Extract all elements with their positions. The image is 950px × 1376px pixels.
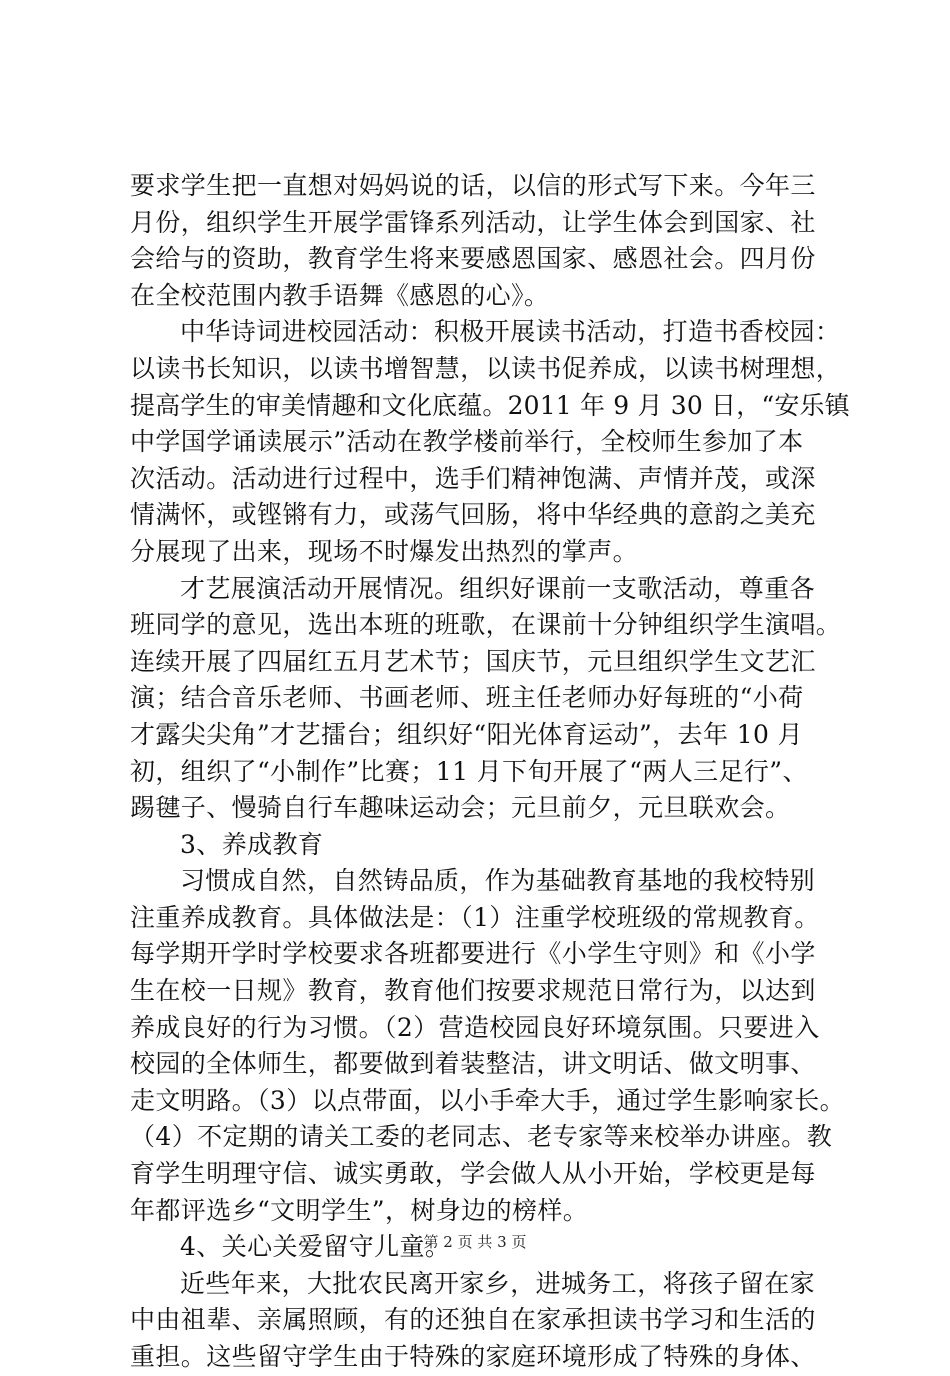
text-line: 中华诗词进校园活动：积极开展读书活动，打造书香校园： [180, 317, 841, 347]
text-line: 才艺展演活动开展情况。组织好课前一支歌活动，尊重各 [180, 573, 816, 603]
text-line: 演；结合音乐老师、书画老师、班主任老师办好每班的“小荷 [130, 683, 804, 713]
text-line: 在全校范围内教手语舞《感恩的心》。 [130, 280, 550, 310]
text-line: 提高学生的审美情趣和文化底蕴。2011 年 9 月 30 日，“安乐镇 [130, 390, 850, 420]
text-line: 4、关心关爱留守儿童。 [180, 1232, 451, 1262]
text-line: 3、养成教育 [180, 829, 324, 859]
text-line: 校园的全体师生，都要做到着装整洁，讲文明话、做文明事、 [130, 1049, 816, 1079]
text-line: 以读书长知识，以读书增智慧，以读书促养成，以读书树理想， [130, 353, 842, 383]
text-line: 次活动。活动进行过程中，选手们精神饱满、声情并茂，或深 [130, 463, 816, 493]
text-line: （4）不定期的请关工委的老同志、老专家等来校举办讲座。教 [130, 1122, 833, 1152]
page-footer: 第 2 页 共 3 页 [423, 1233, 527, 1251]
text-line: 会给与的资助，教育学生将来要感恩国家、感恩社会。四月份 [130, 244, 816, 274]
text-line: 注重养成教育。具体做法是：（1）注重学校班级的常规教育。 [130, 902, 820, 932]
text-line: 初，组织了“小制作”比赛；11 月下旬开展了“两人三足行”、 [130, 756, 808, 786]
text-line: 生在校一日规》教育，教育他们按要求规范日常行为，以达到 [130, 976, 816, 1006]
text-line: 走文明路。（3）以点带面，以小手牵大手，通过学生影响家长。 [130, 1085, 846, 1115]
text-line: 月份，组织学生开展学雷锋系列活动，让学生体会到国家、社 [130, 207, 816, 237]
text-line: 习惯成自然，自然铸品质，作为基础教育基地的我校特别 [180, 866, 816, 896]
document-body [130, 168, 850, 1376]
text-line: 育学生明理守信、诚实勇敢，学会做人从小开始，学校更是每 [130, 1159, 816, 1189]
text-line: 才露尖尖角”才艺擂台；组织好“阳光体育运动”，去年 10 月 [130, 719, 804, 749]
text-line: 近些年来，大批农民离开家乡，进城务工，将孩子留在家 [180, 1268, 816, 1298]
text-line: 年都评选乡“文明学生”，树身边的榜样。 [130, 1195, 589, 1225]
text-line: 养成良好的行为习惯。（2）营造校园良好环境氛围。只要进入 [130, 1012, 820, 1042]
text-line: 情满怀，或铿锵有力，或荡气回肠，将中华经典的意韵之美充 [130, 500, 816, 530]
text-line: 连续开展了四届红五月艺术节；国庆节，元旦组织学生文艺汇 [130, 646, 816, 676]
text-line: 中由祖辈、亲属照顾，有的还独自在家承担读书学习和生活的 [130, 1305, 816, 1335]
text-line: 重担。这些留守学生由于特殊的家庭环境形成了特殊的身体、 [130, 1342, 816, 1371]
text-line: 班同学的意见，选出本班的班歌，在课前十分钟组织学生演唱。 [130, 610, 842, 640]
text-line: 分展现了出来，现场不时爆发出热烈的掌声。 [130, 536, 639, 566]
text-line: 中学国学诵读展示”活动在教学楼前举行，全校师生参加了本 [130, 427, 804, 457]
text-line: 要求学生把一直想对妈妈说的话，以信的形式写下来。今年三 [130, 171, 816, 200]
text-line: 每学期开学时学校要求各班都要进行《小学生守则》和《小学 [130, 939, 816, 969]
text-line: 踢毽子、慢骑自行车趣味运动会；元旦前夕，元旦联欢会。 [130, 793, 791, 823]
